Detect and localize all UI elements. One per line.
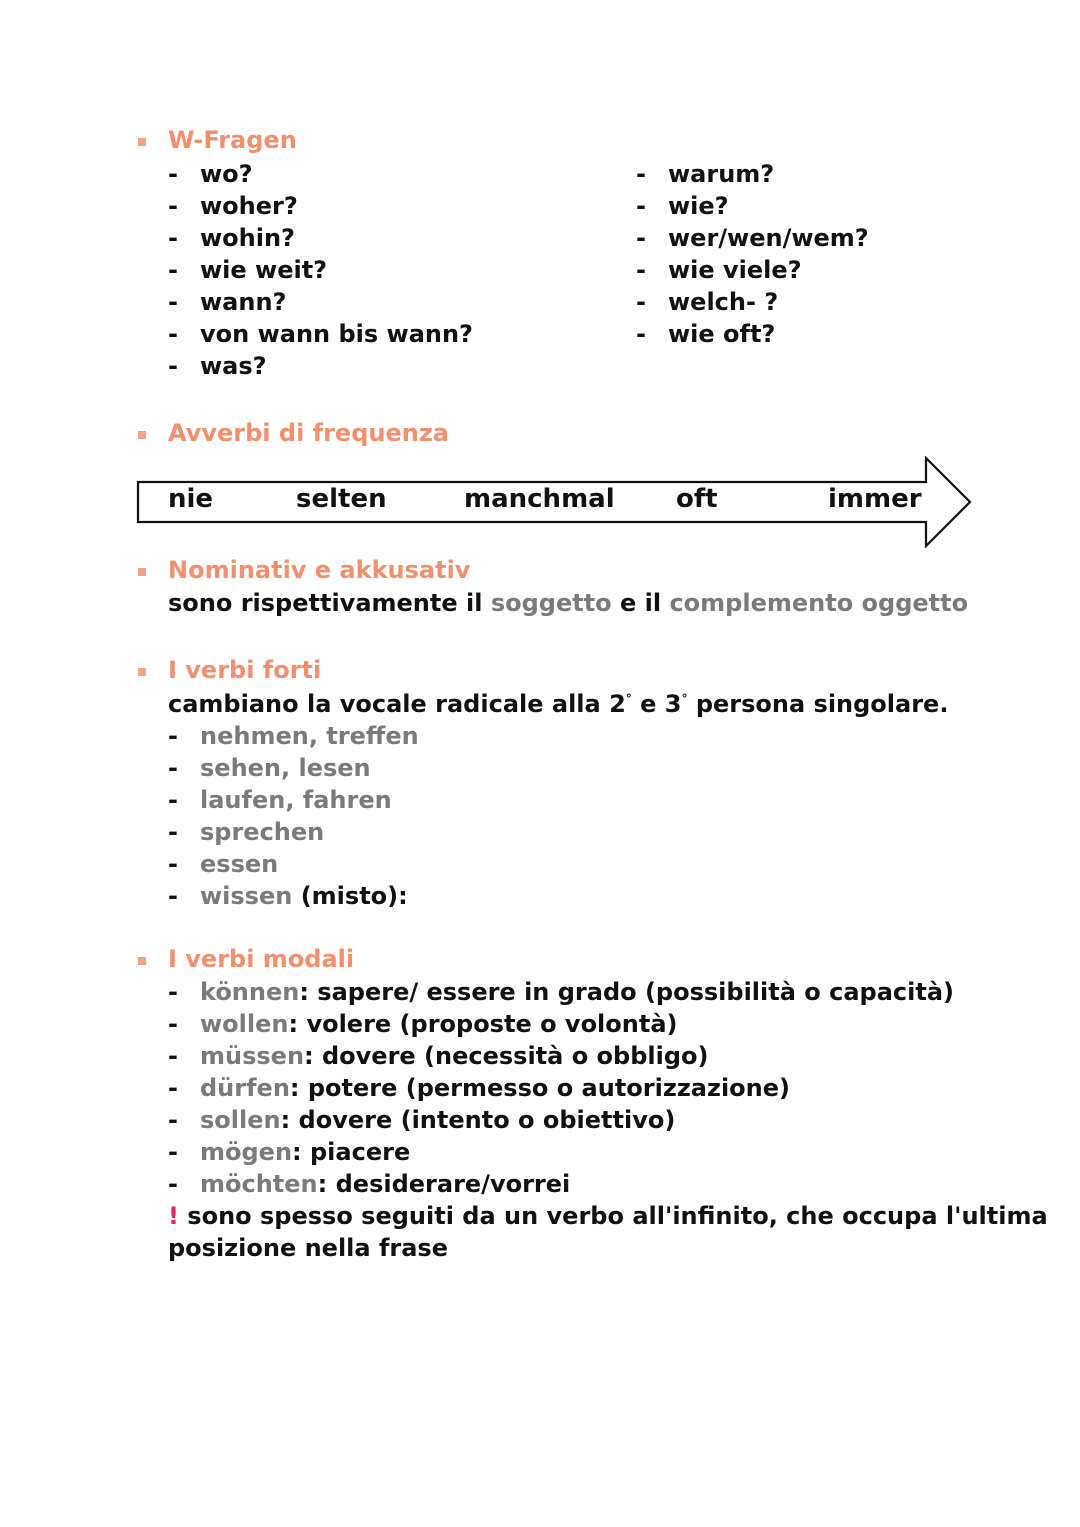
bullet xyxy=(138,668,146,676)
list-item: - wie? xyxy=(636,192,729,220)
modali-note-cont: posizione nella frase xyxy=(168,1234,448,1262)
forti-description: cambiano la vocale radicale alla 2° e 3° persona singolare. xyxy=(168,690,949,718)
nominativ-text: sono rispettivamente il soggetto e il complemento oggetto xyxy=(168,589,969,617)
list-item: - können: sapere/ essere in grado (possibilità o capacità) xyxy=(168,978,955,1006)
scale-label-selten: selten xyxy=(296,484,387,514)
bullet xyxy=(138,957,146,965)
list-item: - warum? xyxy=(636,160,775,188)
exclamation-mark: ! xyxy=(168,1202,179,1230)
list-item: - was? xyxy=(168,352,267,380)
list-item: - wohin? xyxy=(168,224,295,252)
bullet xyxy=(138,138,146,146)
forti-heading: I verbi forti xyxy=(168,656,322,684)
bullet xyxy=(138,568,146,576)
list-item: - möchten: desiderare/vorrei xyxy=(168,1170,571,1198)
nominativ-heading: Nominativ e akkusativ xyxy=(168,556,471,584)
list-item: - wo? xyxy=(168,160,253,188)
list-item: - nehmen, treffen xyxy=(168,722,419,750)
modali-note: ! sono spesso seguiti da un verbo all'infinito, che occupa l'ultima xyxy=(168,1202,1048,1230)
list-item: - wie oft? xyxy=(636,320,776,348)
list-item: - wie viele? xyxy=(636,256,802,284)
scale-label-manchmal: manchmal xyxy=(464,484,615,514)
list-item: - sehen, lesen xyxy=(168,754,371,782)
list-item: - welch- ? xyxy=(636,288,779,316)
wfragen-heading: W-Fragen xyxy=(168,126,297,154)
list-item: - mögen: piacere xyxy=(168,1138,411,1166)
avverbi-heading: Avverbi di frequenza xyxy=(168,419,449,447)
list-item: - wollen: volere (proposte o volontà) xyxy=(168,1010,678,1038)
list-item: - von wann bis wann? xyxy=(168,320,473,348)
list-item: - sollen: dovere (intento o obiettivo) xyxy=(168,1106,676,1134)
scale-label-immer: immer xyxy=(828,484,922,514)
list-item: - wann? xyxy=(168,288,287,316)
scale-label-oft: oft xyxy=(676,484,718,514)
list-item: - sprechen xyxy=(168,818,325,846)
list-item: - dürfen: potere (permesso o autorizzazione) xyxy=(168,1074,791,1102)
list-item: - wissen (misto): xyxy=(168,882,408,910)
list-item: - wer/wen/wem? xyxy=(636,224,869,252)
bullet xyxy=(138,431,146,439)
list-item: - laufen, fahren xyxy=(168,786,392,814)
list-item: - essen xyxy=(168,850,279,878)
list-item: - wie weit? xyxy=(168,256,328,284)
list-item: - müssen: dovere (necessità o obbligo) xyxy=(168,1042,709,1070)
scale-label-nie: nie xyxy=(168,484,214,514)
modali-heading: I verbi modali xyxy=(168,945,355,973)
list-item: - woher? xyxy=(168,192,298,220)
